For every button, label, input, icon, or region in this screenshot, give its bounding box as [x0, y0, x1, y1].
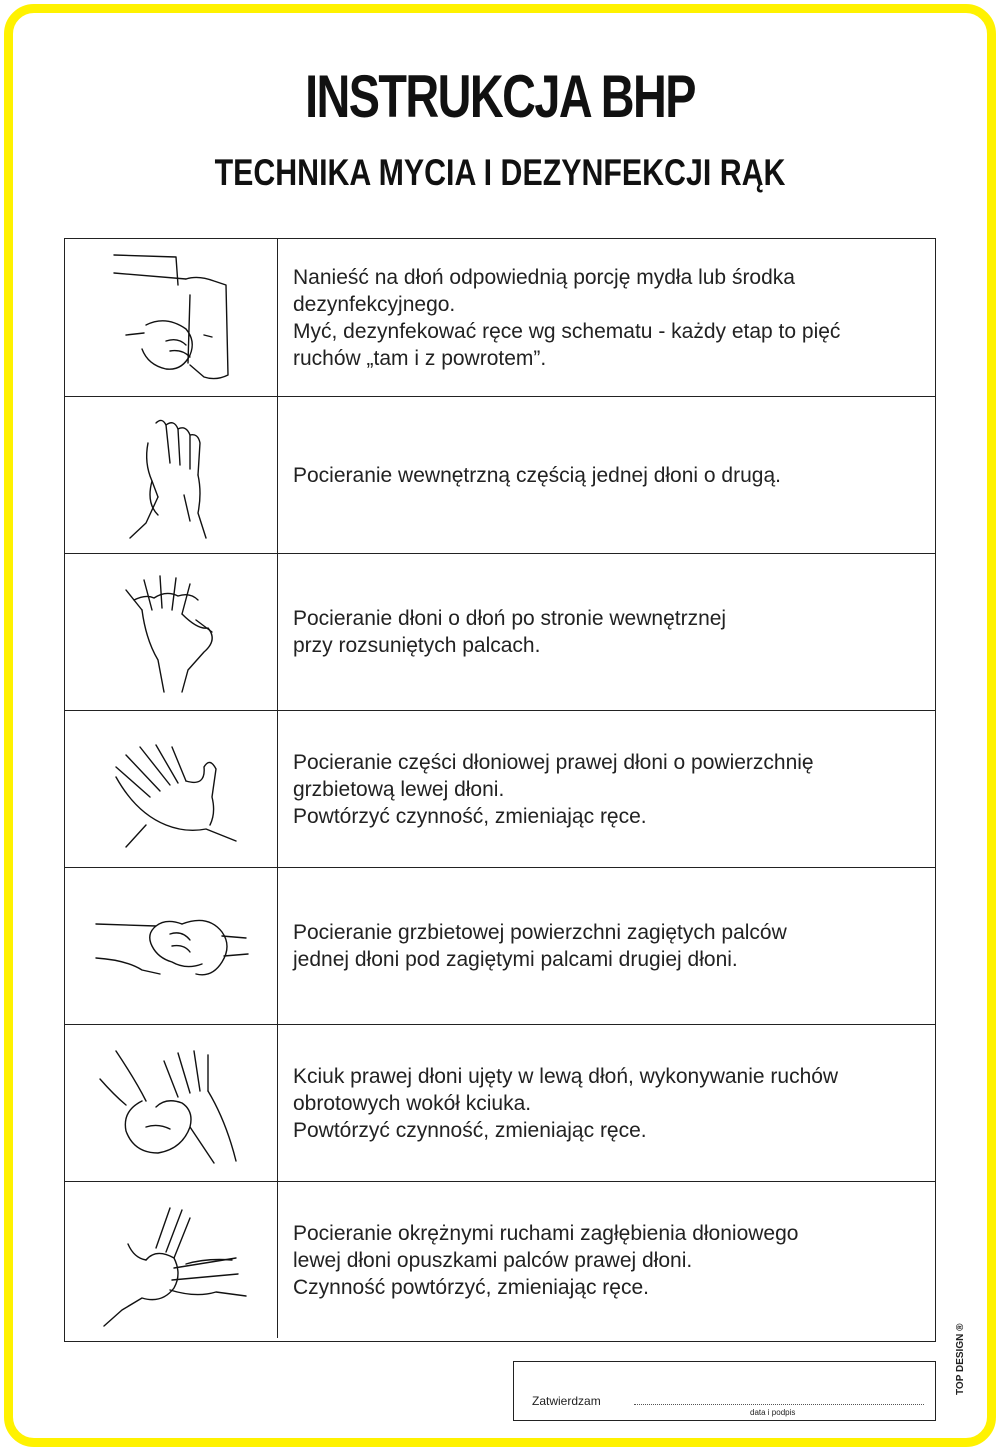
step-line: jednej dłoni pod zagiętymi palcami drugiej dłoni. — [293, 948, 738, 971]
step-line: Czynność powtórzyć, zmieniając ręce. — [293, 1275, 649, 1299]
fingertips-in-palm-icon — [86, 1188, 256, 1333]
interlaced-fingers-icon — [86, 560, 256, 705]
step-row — [65, 867, 935, 1024]
approval-label: Zatwierdzam — [532, 1394, 601, 1408]
palm-to-palm-icon — [86, 403, 256, 548]
palm-over-dorsum-icon — [86, 717, 256, 862]
step-line: Pocieranie części dłoniowej prawej dłoni o powierzchnię — [293, 750, 814, 774]
step-text — [278, 868, 935, 1024]
soap-dispenser-hands-icon — [86, 245, 256, 390]
steps-table — [64, 238, 936, 1342]
step-line: lewej dłoni opuszkami palców prawej dłoni. — [293, 1248, 693, 1272]
step-row — [65, 239, 935, 396]
step-line: przy rozsuniętych palcach. — [293, 634, 541, 657]
step-text — [278, 397, 935, 553]
step-text — [278, 1025, 935, 1181]
step-line: Powtórzyć czynność, zmieniając ręce. — [293, 804, 647, 828]
icon-cell — [65, 1025, 278, 1181]
step-line: grzbietową lewej dłoni. — [293, 777, 505, 801]
step-text — [278, 711, 935, 867]
step-line: obrotowych wokół kciuka. — [293, 1091, 532, 1115]
step-row — [65, 1024, 935, 1181]
icon-cell — [65, 868, 278, 1024]
step-line: Pocieranie wewnętrzną częścią jednej dłoni o drugą. — [293, 463, 781, 487]
step-line: Powtórzyć czynność, zmieniając ręce. — [293, 1118, 647, 1142]
step-line: ruchów „tam i z powrotem”. — [293, 346, 547, 370]
page-title: INSTRUKCJA BHP — [305, 63, 695, 130]
step-line: Nanieść na dłoń odpowiednią porcję mydła lub środka — [293, 265, 795, 289]
interlocked-fingers-icon — [86, 874, 256, 1019]
step-line: Myć, dezynfekować ręce wg schematu - każdy etap to pięć — [293, 319, 841, 343]
step-line: Kciuk prawej dłoni ujęty w lewą dłoń, wykonywanie ruchów — [293, 1064, 839, 1088]
step-text — [278, 1182, 935, 1338]
step-line: Pocieranie dłoni o dłoń po stronie wewnętrznej — [293, 607, 727, 630]
icon-cell — [65, 1182, 278, 1338]
step-text — [278, 239, 935, 396]
step-line: Pocieranie okrężnymi ruchami zagłębienia dłoniowego — [293, 1221, 799, 1245]
step-row — [65, 396, 935, 553]
step-row — [65, 1181, 935, 1338]
icon-cell — [65, 397, 278, 553]
thumb-rotation-icon — [86, 1031, 256, 1176]
icon-cell — [65, 711, 278, 867]
approval-hint: data i podpis — [750, 1408, 796, 1417]
page-subtitle: TECHNIKA MYCIA I DEZYNFEKCJI RĄK — [214, 152, 786, 193]
step-line: dezynfekcyjnego. — [293, 292, 456, 316]
brand-mark: TOP DESIGN ® — [955, 1323, 966, 1395]
step-line: Pocieranie grzbietowej powierzchni zagiętych palców — [293, 921, 787, 944]
signature-line[interactable] — [634, 1404, 924, 1405]
step-row — [65, 710, 935, 867]
icon-cell — [65, 239, 278, 396]
step-row — [65, 553, 935, 710]
approval-box — [513, 1361, 936, 1421]
icon-cell — [65, 554, 278, 710]
step-text — [278, 554, 935, 710]
